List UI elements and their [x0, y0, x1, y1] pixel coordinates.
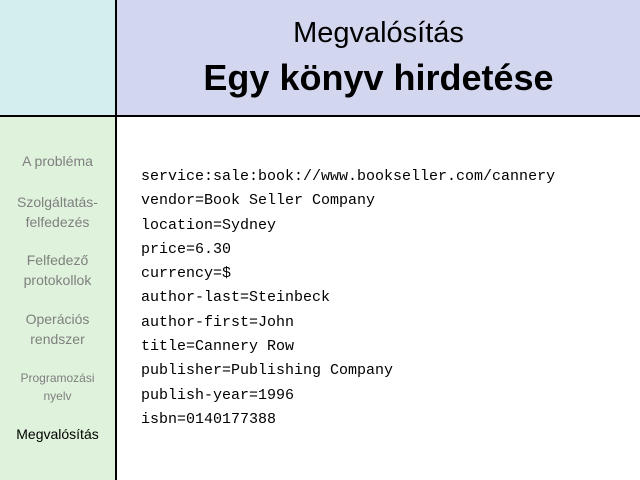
slide-title: Egy könyv hirdetése: [203, 57, 554, 98]
line-publisher: publisher=Publishing Company: [141, 362, 394, 380]
sidebar-item-a-problema[interactable]: A probléma: [22, 153, 93, 169]
line-currency: currency=$: [141, 265, 232, 283]
section-subtitle: Megvalósítás: [293, 17, 464, 49]
line-title: title=Cannery Row: [141, 338, 295, 356]
line-location: location=Sydney: [141, 216, 277, 234]
sidebar-item-szolgaltatas-felfedezes[interactable]: Szolgáltatás- felfedezés: [17, 194, 98, 230]
line-vendor: vendor=Book Seller Company: [141, 192, 376, 210]
sidebar-item-megvalositas[interactable]: Megvalósítás: [16, 426, 99, 442]
line-author-last: author-last=Steinbeck: [141, 289, 331, 307]
line-isbn: isbn=0140177388: [141, 410, 277, 428]
line-author-first: author-first=John: [141, 313, 295, 331]
sidebar-nav: [0, 117, 117, 480]
sidebar-item-operacios-rendszer[interactable]: Operációs rendszer: [25, 311, 90, 347]
line-publish-year: publish-year=1996: [141, 386, 295, 404]
line-price: price=6.30: [141, 240, 232, 258]
sidebar-item-felfedezo-protokollok[interactable]: Felfedező protokollok: [23, 252, 92, 288]
line-service-url: service:sale:book://www.bookseller.com/cannery: [141, 168, 556, 185]
service-description: [141, 167, 555, 434]
sidebar-item-programozasi-nyelv[interactable]: Programozási nyelv: [20, 371, 95, 403]
corner-panel: [0, 0, 117, 117]
slide-header: [117, 0, 640, 117]
